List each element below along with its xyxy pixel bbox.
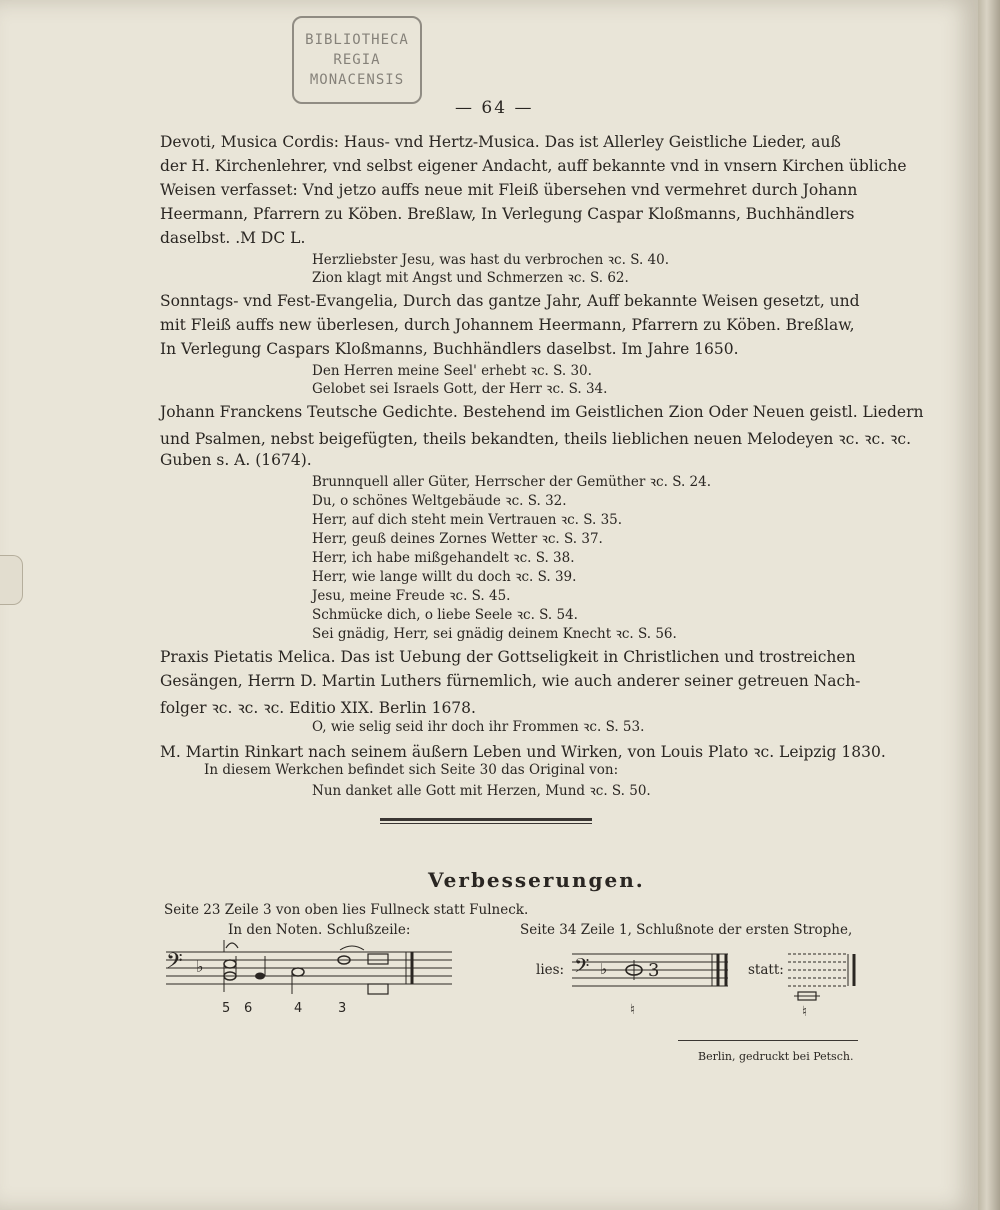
entry-1-line: der H. Kirchenlehrer, vnd selbst eigener Andacht, auff bekannte vnd in vnsern Kirchen übliche bbox=[160, 157, 907, 175]
entry-4-line: Praxis Pietatis Melica. Das ist Uebung der Gottseligkeit in Christlichen und trostreichen bbox=[160, 648, 856, 666]
library-stamp bbox=[292, 16, 422, 104]
entry-3-line: und Psalmen, nebst beigefügten, theils bekandten, theils lieblichen neuen Melodeyen ꝛc. ꝛc. ꝛc. bbox=[160, 430, 912, 448]
correction-right-line: Seite 34 Zeile 1, Schlußnote der ersten Strophe, bbox=[520, 922, 853, 938]
hymn-reference: Gelobet sei Israels Gott, der Herr ꝛc. S. 34. bbox=[312, 381, 608, 397]
hymn-reference: Herr, auf dich steht mein Vertrauen ꝛc. S. 35. bbox=[312, 512, 623, 528]
figured-bass: 3 bbox=[338, 1001, 347, 1016]
entry-3-line: Johann Franckens Teutsche Gedichte. Bestehend im Geistlichen Zion Oder Neuen geistl. Liedern bbox=[160, 403, 924, 421]
natural-icon: ♮ bbox=[630, 1002, 636, 1018]
flat-icon: ♭ bbox=[600, 960, 608, 978]
quarter-note-icon bbox=[255, 973, 265, 980]
entry-4-line: folger ꝛc. ꝛc. ꝛc. Editio XIX. Berlin 1678. bbox=[160, 699, 476, 717]
music-staff-lies bbox=[568, 944, 738, 1020]
figured-bass: 6 bbox=[244, 1001, 253, 1016]
imprint-rule bbox=[678, 1040, 858, 1041]
hymn-reference: Nun danket alle Gott mit Herzen, Mund ꝛc. S. 50. bbox=[312, 783, 651, 799]
hymn-reference: Den Herren meine Seel' erhebt ꝛc. S. 30. bbox=[312, 363, 592, 379]
hymn-reference: Herr, ich habe mißgehandelt ꝛc. S. 38. bbox=[312, 550, 575, 566]
hymn-reference: Brunnquell aller Güter, Herrscher der Gemüther ꝛc. S. 24. bbox=[312, 474, 712, 490]
stamp-line: MONACENSIS bbox=[309, 72, 405, 88]
entry-2-line: In Verlegung Caspars Kloßmanns, Buchhändlers daselbst. Im Jahre 1650. bbox=[160, 340, 739, 358]
flat-icon: ♭ bbox=[196, 957, 204, 976]
hymn-reference: O, wie selig seid ihr doch ihr Frommen ꝛc. S. 53. bbox=[312, 719, 645, 735]
page-tab bbox=[0, 555, 23, 605]
hymn-reference: Zion klagt mit Angst und Schmerzen ꝛc. S. 62. bbox=[312, 270, 629, 286]
tie-icon bbox=[340, 946, 364, 950]
staff-lines bbox=[166, 952, 452, 984]
correction-left-sub: In den Noten. Schlußzeile: bbox=[228, 922, 411, 938]
entry-1-line: Devoti, Musica Cordis: Haus- vnd Hertz-Musica. Das ist Allerley Geistliche Lieder, auß bbox=[160, 133, 841, 151]
hymn-reference: Herr, geuß deines Zornes Wetter ꝛc. S. 37. bbox=[312, 531, 603, 547]
breve-icon bbox=[368, 954, 388, 964]
printer-imprint: Berlin, gedruckt bei Petsch. bbox=[698, 1050, 854, 1063]
hymn-reference: Schmücke dich, o liebe Seele ꝛc. S. 54. bbox=[312, 607, 578, 623]
section-divider bbox=[380, 818, 592, 821]
breve-icon bbox=[368, 984, 388, 994]
entry-3-line: Guben s. A. (1674). bbox=[160, 451, 312, 469]
page-edge bbox=[978, 0, 1000, 1210]
entry-5-line: M. Martin Rinkart nach seinem äußern Leben und Wirken, von Louis Plato ꝛc. Leipzig 1830. bbox=[160, 743, 886, 761]
music-staff-statt bbox=[786, 944, 860, 1020]
hymn-reference: Sei gnädig, Herr, sei gnädig deinem Knecht ꝛc. S. 56. bbox=[312, 626, 677, 642]
bass-clef-icon: 𝄢 bbox=[166, 949, 183, 979]
entry-1-line: Weisen verfasset: Vnd jetzo auffs neue mit Fleiß übersehen vnd vermehret durch Johann bbox=[160, 181, 858, 199]
hymn-reference: Jesu, meine Freude ꝛc. S. 45. bbox=[312, 588, 511, 604]
hymn-reference: Herr, wie lange willt du doch ꝛc. S. 39. bbox=[312, 569, 577, 585]
fermata-icon bbox=[226, 943, 238, 948]
page-number: — 64 — bbox=[455, 98, 534, 118]
lies-label: lies: bbox=[536, 962, 565, 978]
stamp-line: BIBLIOTHECA bbox=[305, 32, 409, 48]
stamp-line: REGIA bbox=[333, 52, 381, 68]
hymn-reference: Du, o schönes Weltgebäude ꝛc. S. 32. bbox=[312, 493, 567, 509]
statt-label: statt: bbox=[748, 962, 784, 978]
staff-lines bbox=[788, 954, 846, 986]
music-staff-left bbox=[160, 932, 460, 1016]
figured-bass: 5 bbox=[222, 1001, 231, 1016]
corrections-heading: Verbesserungen. bbox=[428, 868, 645, 892]
entry-5-note: In diesem Werkchen befindet sich Seite 30 das Original von: bbox=[204, 762, 619, 778]
bass-clef-icon: 𝄢 bbox=[574, 954, 590, 982]
entry-2-line: mit Fleiß auffs new überlesen, durch Johannem Heermann, Pfarrern zu Köben. Breßlaw, bbox=[160, 316, 855, 334]
half-note-icon bbox=[292, 968, 304, 976]
section-divider-thin bbox=[380, 823, 592, 824]
entry-1-line: Heermann, Pfarrern zu Köben. Breßlaw, In Verlegung Caspar Kloßmanns, Buchhändlers bbox=[160, 205, 855, 223]
entry-1-line: daselbst. .M DC L. bbox=[160, 229, 306, 247]
hymn-reference: Herzliebster Jesu, was hast du verbrochen ꝛc. S. 40. bbox=[312, 252, 670, 268]
figured-bass: 4 bbox=[294, 1001, 303, 1016]
entry-4-line: Gesängen, Herrn D. Martin Luthers fürnemlich, wie auch anderer seiner getreuen Nach- bbox=[160, 672, 861, 690]
half-note-icon bbox=[224, 960, 236, 968]
correction-left-line: Seite 23 Zeile 3 von oben lies Fullneck statt Fulneck. bbox=[164, 902, 529, 918]
entry-2-line: Sonntags- vnd Fest-Evangelia, Durch das gantze Jahr, Auff bekannte Weisen gesetzt, und bbox=[160, 292, 860, 310]
time-figure: 3 bbox=[648, 960, 660, 981]
natural-icon: ♮ bbox=[802, 1004, 808, 1020]
